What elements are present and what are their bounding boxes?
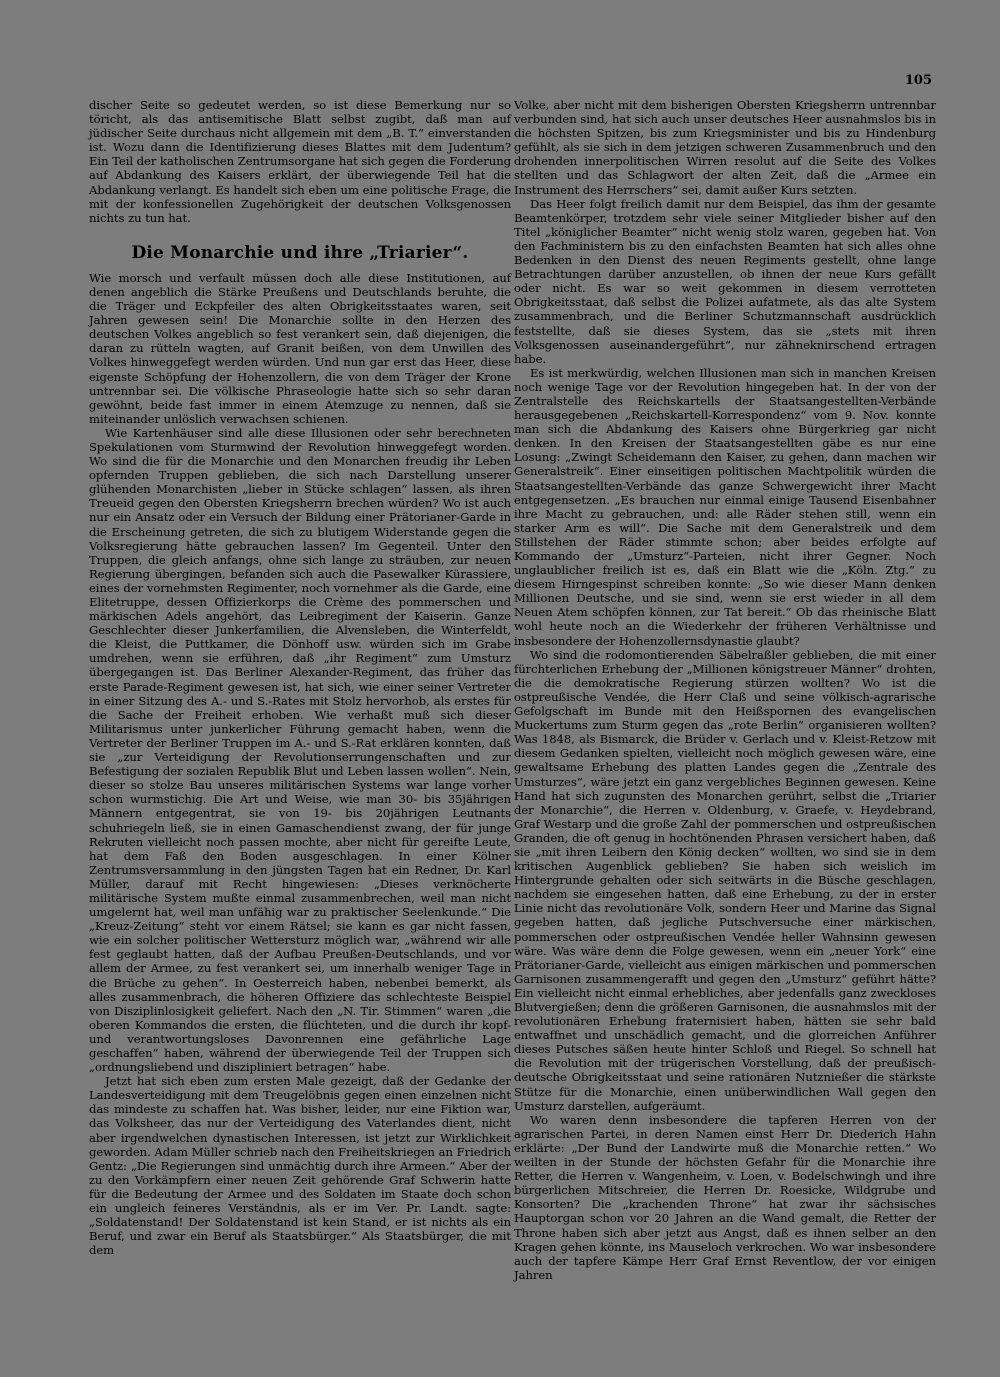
paragraph: Es ist merkwürdig, welchen Illusionen man sich in manchen Kreisen noch wenige Tage vor der Revolution hingegeben hat. In der von der Zentralstelle des Reichskartells der Staatsangestellten-Verbände herausgegebenen „Reichskartell-Korrespondenz“ vom 9. Nov. konnte man sich die Abdankung des Kaisers ohne Bürgerkrieg gar nicht denken. In den Kreisen der Staatsangestellten gäbe es nur eine Losung: „Zwingt Scheidemann den Kaiser, zu gehen, dann machen wir Generalstreik“. Einer einseitigen politischen Machtpolitik würden die Staatsangestellten-Verbände das ganze Schwergewicht ihrer Macht entgegensetzen. „Es brauchen nur einmal einige Tausend Eisenbahner ihre Macht zu gebrauchen, und: alle Räder stehen still, wenn ein starker Arm es will“. Die Sache mit dem Generalstreik und dem Stillstehen der Räder stimmte schon; aber beides erfolgte auf Kommando der „Umsturz“-Parteien, nicht ihrer Gegner. Noch unglaublicher freilich ist es, daß ein Blatt wie die „Köln. Ztg.“ zu diesem Hirngespinst schreiben konnte: „So wie dieser Mann denken Millionen Deutsche, und sie sind, wenn sie erst wieder in all dem Neuen Atem schöpfen können, zur Tat bereit.“ Ob das rheinische Blatt wohl heute noch an die Wiederkehr der früheren Verhältnisse und insbesondere der Hohenzollernsdynastie glaubt?	[514, 365, 936, 648]
paragraph: Wie Kartenhäuser sind alle diese Illusionen oder sehr berechneten Spekulationen vom Sturmwind der Revolution hinweggefegt worden. Wo sind die für die Monarchie und den Monarchen freudig ihr Leben opfernden Truppen geblieben, die sich nach Darstellung unserer glühenden Monarchisten „lieber in Stücke schlagen“ lassen, als ihren Treueid gegen den Obersten Kriegsherrn brechen würden? Wo ist auch nur ein Ansatz oder ein Versuch der Bildung einer Prätorianer-Garde in die Erscheinung getreten, die sich zu blutigem Widerstande gegen die Volksregierung hätte gebrauchen lassen? Im Gegenteil. Unter den Truppen, die gleich anfangs, ohne sich lange zu sträuben, zur neuen Regierung übergingen, befanden sich auch die Pasewalker Kürassiere, eines der vornehmsten Regimenter, noch vornehmer als die Garde, eine Elitetruppe, dessen Offizierkorps die Crème des pommerschen und märkischen Adels angehört, das Leibregiment der Kaiserin. Ganze Geschlechter dieser Junkerfamilien, die Alvensleben, die Winterfeldt, die Kleist, die Puttkamer, die Dönhoff usw. würden sich im Grabe umdrehen, wenn sie erführen, daß „ihr Regiment“ zum Umsturz übergegangen ist. Das Berliner Alexander-Regiment, das früher das erste Parade-Regiment gewesen ist, hat sich, wie einer seiner Vertreter in einer Sitzung des A.- und S.-Rates mit Stolz hervorhob, als erstes für die Sache der Freiheit erhoben. Wie verhaßt muß sich dieser Militarismus unter junkerlicher Führung gemacht haben, wenn die Vertreter der Berliner Truppen im A.- und S.-Rat erklären konnten, daß sie „zur Verteidigung der Revolutionserrungenschaften und zur Befestigung der sozialen Republik Blut und Leben lassen wollen“. Nein, dieser so stolze Bau unseres militärischen Systems war lange vorher schon wurmstichig. Die Art und Weise, wie man 30- bis 35jährigen Männern entgegentrat, sie von 19- bis 20jährigen Leutnants schuhriegeln ließ, sie in einen Gamaschendienst zwang, der für junge Rekruten vielleicht noch passen mochte, aber nicht für gereifte Leute, hat dem Faß den Boden ausgeschlagen. In einer Kölner Zentrumsversammlung in den jüngsten Tagen hat ein Redner, Dr. Karl Müller, darauf mit Recht hingewiesen: „Dieses verknöcherte militärische System mußte einmal zusammenbrechen, weil man nicht umgelernt hat, weil man unfähig war zu praktischer Seelenkunde.“ Die „Kreuz-Zeitung“ steht vor einem Rätsel; sie kann es gar nicht fassen, wie ein solcher politischer Wettersturz möglich war, „während wir alle fest geglaubt hatten, daß der Aufbau Preußen-Deutschlands, und vor allem der Armee, zu fest verankert sei, um innerhalb weniger Tage in die Brüche zu gehen“. In Oesterreich haben, nebenbei bemerkt, als alles zusammenbrach, die höheren Offiziere das schlechteste Beispiel von Disziplinlosigkeit geliefert. Nach den „N. Tir. Stimmen“ waren „die oberen Kommandos die ersten, die flüchteten, und die durch ihr kopf- und verantwortungsloses Davonrennen eine gefährliche Lage geschaffen“ haben, während der überwiegende Teil der Truppen sich „ordnungsliebend und diszipliniert betragen“ habe.	[89, 425, 511, 1075]
paragraph: Wie morsch und verfault müssen doch alle diese Institutionen, auf denen angeblich die Stärke Preußens und Deutschlands beruhte, die die Träger und Eckpfeiler des alten Obrigkeitsstaates waren, seit Jahren gewesen sein! Die Monarchie sollte in den Herzen des deutschen Volkes angeblich so fest verankert sein, daß diejenigen, die daran zu rütteln wagten, auf Granit beißen, von dem Unwillen des Volkes hinweggefegt werden würden. Und nun gar erst das Heer, diese eigenste Schöpfung der Hohenzollern, die von dem Träger der Krone untrennbar sei. Die völkische Phraseologie hatte sich so sehr daran gewöhnt, beide fast immer in einem Atemzuge zu nennen, daß sie miteinander unlöslich verwachsen schienen.	[89, 270, 511, 426]
page-number: 105	[904, 73, 932, 88]
paragraph: Das Heer folgt freilich damit nur dem Beispiel, das ihm der gesamte Beamtenkörper, trotzdem sehr viele seiner Mitglieder bisher auf den Titel „königlicher Beamter“ nicht wenig stolz waren, gegeben hat. Von den Fachministern bis zu den einfachsten Beamten hat sich alles ohne Bedenken in den Dienst des neuen Regiments gestellt, ohne lange Betrachtungen darüber anzustellen, ob ihnen der neue Kurs gefällt oder nicht. Es war so weit gekommen in diesem verrotteten Obrigkeitsstaat, daß selbst die Polizei aufatmete, als das alte System zusammenbrach, und die Berliner Schutzmannschaft ausdrücklich feststellte, daß sie dieses System, das sie „stets mit ihren Volksgenossen auseinandergeführt“, nur zähneknirschend ertragen habe.	[514, 196, 936, 366]
right-column	[514, 98, 936, 1282]
paragraph: Wo waren denn insbesondere die tapferen Herren von der agrarischen Partei, in deren Namen einst Herr Dr. Diederich Hahn erklärte: „Der Bund der Landwirte muß die Monarchie retten.“ Wo weilten in der Stunde der höchsten Gefahr für die Monarchie ihre Retter, die Herren v. Wangenheim, v. Loen, v. Bodelschwingh und ihre bürgerlichen Mitschreier, die Herren Dr. Roesicke, Wildgrube und Konsorten? Die „krachenden Throne“ hat zwar ihr sächsisches Hauptorgan schon vor 20 Jahren an die Wand gemalt, die Retter der Throne haben sich aber jetzt aus Angst, daß es ihnen selber an den Kragen gehen könnte, ins Mauseloch verkrochen. Wo war insbesondere auch der tapfere Kämpe Herr Graf Ernst Reventlow, der vor einigen Jahren	[514, 1112, 936, 1282]
paragraph: Wo sind die rodomontierenden Säbelraßler geblieben, die mit einer fürchterlichen Erhebung der „Millionen königstreuer Männer“ drohten, die die demokratische Regierung stürzen wollten? Wo ist die ostpreußische Vendée, die Herr Claß und seine völkisch-agrarische Gefolgschaft im Bunde mit den Heißspornen des evangelischen Muckertums zum Sturm gegen das „rote Berlin“ organisieren wollten? Was 1848, als Bismarck, die Brüder v. Gerlach und v. Kleist-Retzow mit diesem Gedanken spielten, vielleicht noch möglich gewesen wäre, eine gewaltsame Erhebung des platten Landes gegen die „Zentrale des Umsturzes“, wäre jetzt ein ganz vergebliches Beginnen gewesen. Keine Hand hat sich zugunsten des Monarchen gerührt, selbst die „Triarier der Monarchie“, die Herren v. Oldenburg, v. Graefe, v. Heydebrand, Graf Westarp und die große Zahl der pommerschen und ostpreußischen Granden, die oft genug in hochtönenden Phrasen versichert haben, daß sie „mit ihren Leibern den König decken“ wollten, wo sind sie in dem kritischen Augenblick geblieben? Sie haben sich weislich im Hintergrunde gehalten oder sich seitwärts in die Büsche geschlagen, nachdem sie eingesehen hatten, daß eine Erhebung, zu der in erster Linie nicht das revolutionäre Volk, sondern Heer und Marine das Signal gegeben hatten, daß jegliche Putschversuche einer märkischen, pommerschen oder ostpreußischen Vendée heller Wahnsinn gewesen wäre. Was wäre denn die Folge gewesen, wenn ein „neuer York“ eine Prätorianer-Garde, vielleicht aus einigen märkischen und pommerschen Garnisonen zusammengerafft und gegen den „Umsturz“ geführt hätte? Ein vielleicht nicht einmal erhebliches, aber jedenfalls ganz zweckloses Blutvergießen; denn die größeren Garnisonen, die ausnahmslos mit der revolutionären Erhebung fraternisiert haben, hätten sie sehr bald entwaffnet und unschädlich gemacht, und die glorreichen Anführer dieses Putsches säßen heute hinter Schloß und Riegel. So schnell hat die Revolution mit der trügerischen Vorstellung, daß der preußisch-deutsche Obrigkeitsstaat und seine rationären Nutznießer die stärkste Stütze für die Monarchie, einen unüberwindlichen Wall gegen den Umsturz darstellen, aufgeräumt.	[514, 647, 936, 1113]
section-heading: Die Monarchie und ihre „Triarier“.	[131, 242, 469, 263]
left-column	[89, 98, 511, 1257]
paragraph: discher Seite so gedeutet werden, so ist diese Bemerkung nur so töricht, als das antisemitische Blatt selbst zugibt, daß man auf jüdischer Seite durchaus nicht allgemein mit dem „B. T.“ einverstanden ist. Wozu dann die Identifizierung dieses Blattes mit dem Judentum? Ein Teil der katholischen Zentrumsorgane hat sich gegen die Forderung auf Abdankung des Kaisers erklärt, der überwiegende Teil hat die Abdankung verlangt. Es handelt sich eben um eine politische Frage, die mit der konfessionellen Zugehörigkeit der deutschen Volksgenossen nichts zu tun hat.	[89, 98, 511, 225]
paragraph: Jetzt hat sich eben zum ersten Male gezeigt, daß der Gedanke der Landesverteidigung mit dem Treugelöbnis gegen einen einzelnen nicht das mindeste zu schaffen hat. Was bisher, leider, nur eine Fiktion war, das Volksheer, das nur der Verteidigung des Vaterlandes dient, nicht aber irgendwelchen dynastischen Interessen, ist jetzt zur Wirklichkeit geworden. Adam Müller schrieb nach den Freiheitskriegen an Friedrich Gentz: „Die Regierungen sind unmächtig durch ihre Armeen.“ Aber der zu den Vorkämpfern einer neuen Zeit gehörende Graf Schwerin hatte für die Bedeutung der Armee und des Soldaten im Staate doch schon ein ungleich feineres Verständnis, als er im Ver. Pr. Landt. sagte: „Soldatenstand! Der Soldatenstand ist kein Stand, er ist nichts als ein Beruf, und zwar ein Beruf als Staatsbürger.“ Als Staatsbürger, die mit dem	[89, 1074, 511, 1258]
paragraph: Volke, aber nicht mit dem bisherigen Obersten Kriegsherrn untrennbar verbunden sind, hat sich auch unser deutsches Heer ausnahmslos bis in die höchsten Spitzen, bis zum Kriegsminister und bis zu Hindenburg gefühlt, als sie sich in dem jetzigen schweren Zusammenbruch und den drohenden innerpolitischen Wirren resolut auf die Seite des Volkes stellten und das Schlagwort der alten Zeit, daß die „Armee ein Instrument des Herrschers“ sei, damit außer Kurs setzten.	[514, 98, 936, 197]
